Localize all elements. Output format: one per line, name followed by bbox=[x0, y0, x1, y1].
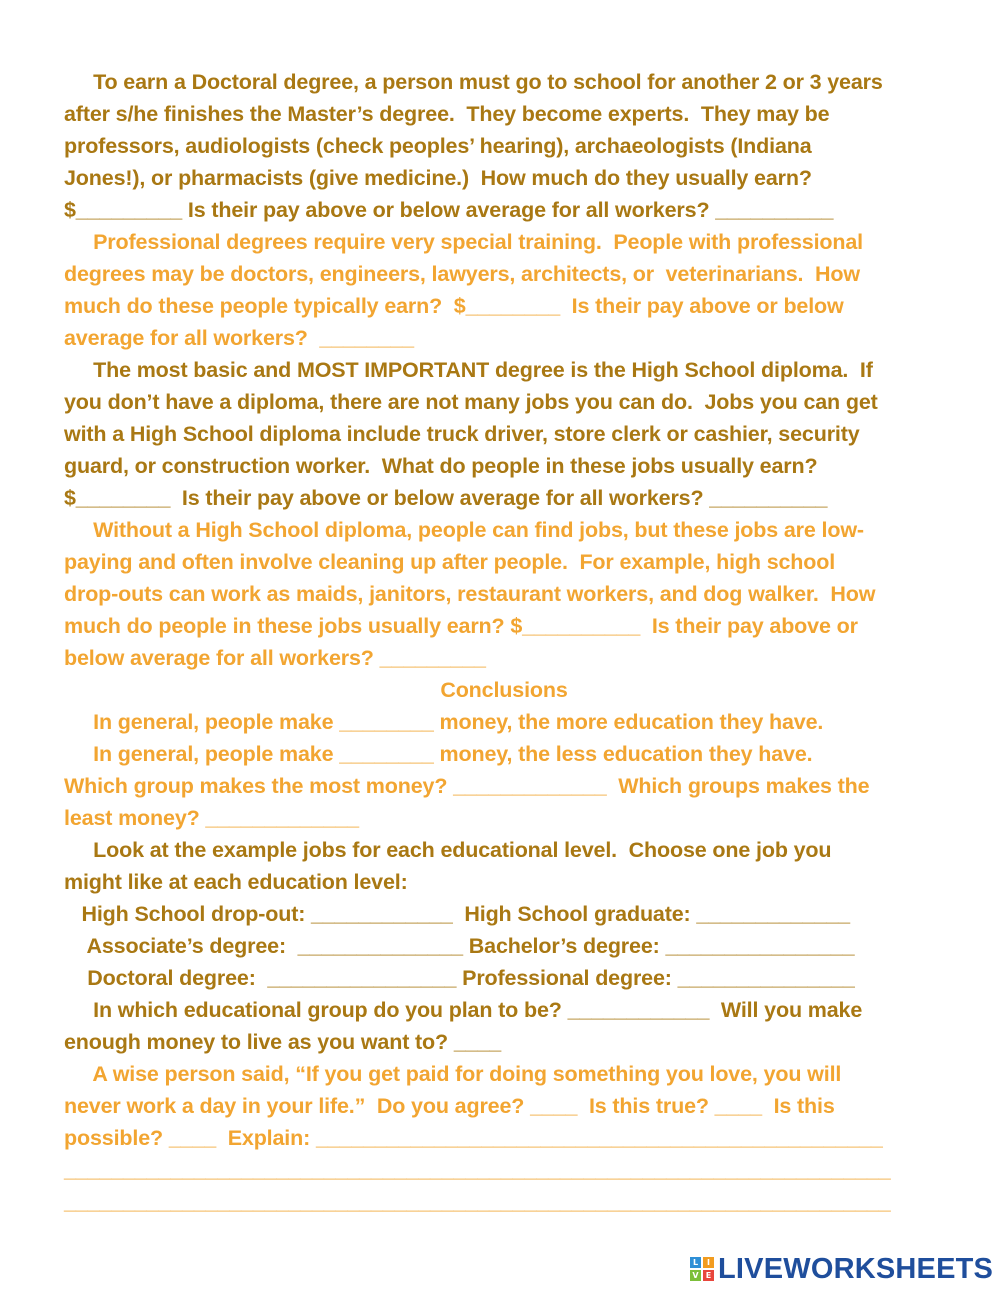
worksheet-line: A wise person said, “If you get paid for doing something you love, you will bbox=[64, 1062, 842, 1086]
worksheet-line: paying and often involve cleaning up after people. For example, high school bbox=[64, 550, 836, 574]
worksheet-line: Professional degrees require very special training. People with professional bbox=[64, 230, 863, 254]
worksheet-line: professors, audiologists (check peoples’ hearing), archaeologists (Indiana bbox=[64, 134, 812, 158]
worksheet-line: $________ Is their pay above or below average for all workers? __________ bbox=[64, 486, 828, 510]
worksheet-line: much do these people typically earn? $________ Is their pay above or below bbox=[64, 294, 844, 318]
worksheet-line: Look at the example jobs for each educational level. Choose one job you bbox=[64, 838, 832, 862]
logo-mark-icon: L I V E bbox=[690, 1257, 714, 1281]
worksheet-line: with a High School diploma include truck driver, store clerk or cashier, security bbox=[64, 422, 860, 446]
worksheet-line: The most basic and MOST IMPORTANT degree is the High School diploma. If bbox=[64, 358, 873, 382]
logo-text: LIVEWORKSHEETS bbox=[718, 1252, 994, 1285]
worksheet-line: after s/he finishes the Master’s degree. They become experts. They may be bbox=[64, 102, 830, 126]
worksheet-line: drop-outs can work as maids, janitors, restaurant workers, and dog walker. How bbox=[64, 582, 876, 606]
worksheet-line: Conclusions bbox=[440, 678, 568, 702]
worksheet-line: guard, or construction worker. What do people in these jobs usually earn? bbox=[64, 454, 818, 478]
worksheet-line: least money? _____________ bbox=[64, 806, 359, 830]
worksheet-line: degrees may be doctors, engineers, lawyers, architects, or veterinarians. How bbox=[64, 262, 860, 286]
worksheet-line: possible? ____ Explain: ________________________________________________ bbox=[64, 1126, 883, 1150]
worksheet-line: enough money to live as you want to? ____ bbox=[64, 1030, 502, 1054]
worksheet-text bbox=[64, 66, 944, 1218]
worksheet-line: you don’t have a diploma, there are not many jobs you can do. Jobs you can get bbox=[64, 390, 878, 414]
worksheet-line: never work a day in your life.” Do you agree? ____ Is this true? ____ Is this bbox=[64, 1094, 835, 1118]
worksheet-line: might like at each education level: bbox=[64, 870, 408, 894]
worksheet-line: Doctoral degree: ________________ Professional degree: _______________ bbox=[64, 966, 855, 990]
worksheet-line: average for all workers? ________ bbox=[64, 326, 414, 350]
worksheet-line: Jones!), or pharmacists (give medicine.) How much do they usually earn? bbox=[64, 166, 812, 190]
worksheet-line: Associate’s degree: ______________ Bachelor’s degree: ________________ bbox=[64, 934, 855, 958]
worksheet-line: ______________________________________________________________________ bbox=[64, 1190, 891, 1214]
worksheet-line: In general, people make ________ money, the more education they have. bbox=[64, 710, 824, 734]
worksheet-line: High School drop-out: ____________ High School graduate: _____________ bbox=[64, 902, 850, 926]
worksheet-line: In which educational group do you plan to be? ____________ Will you make bbox=[64, 998, 863, 1022]
worksheet-line: To earn a Doctoral degree, a person must go to school for another 2 or 3 years bbox=[64, 70, 883, 94]
worksheet-line: In general, people make ________ money, the less education they have. bbox=[64, 742, 813, 766]
liveworksheets-logo bbox=[690, 1252, 993, 1286]
worksheet-line: Without a High School diploma, people can find jobs, but these jobs are low- bbox=[64, 518, 864, 542]
worksheet-line: Which group makes the most money? _____________ Which groups makes the bbox=[64, 774, 870, 798]
worksheet-line: $_________ Is their pay above or below average for all workers? __________ bbox=[64, 198, 834, 222]
worksheet-line: much do people in these jobs usually earn? $__________ Is their pay above or bbox=[64, 614, 858, 638]
worksheet-line: ______________________________________________________________________ bbox=[64, 1158, 891, 1182]
worksheet-line: below average for all workers? _________ bbox=[64, 646, 486, 670]
